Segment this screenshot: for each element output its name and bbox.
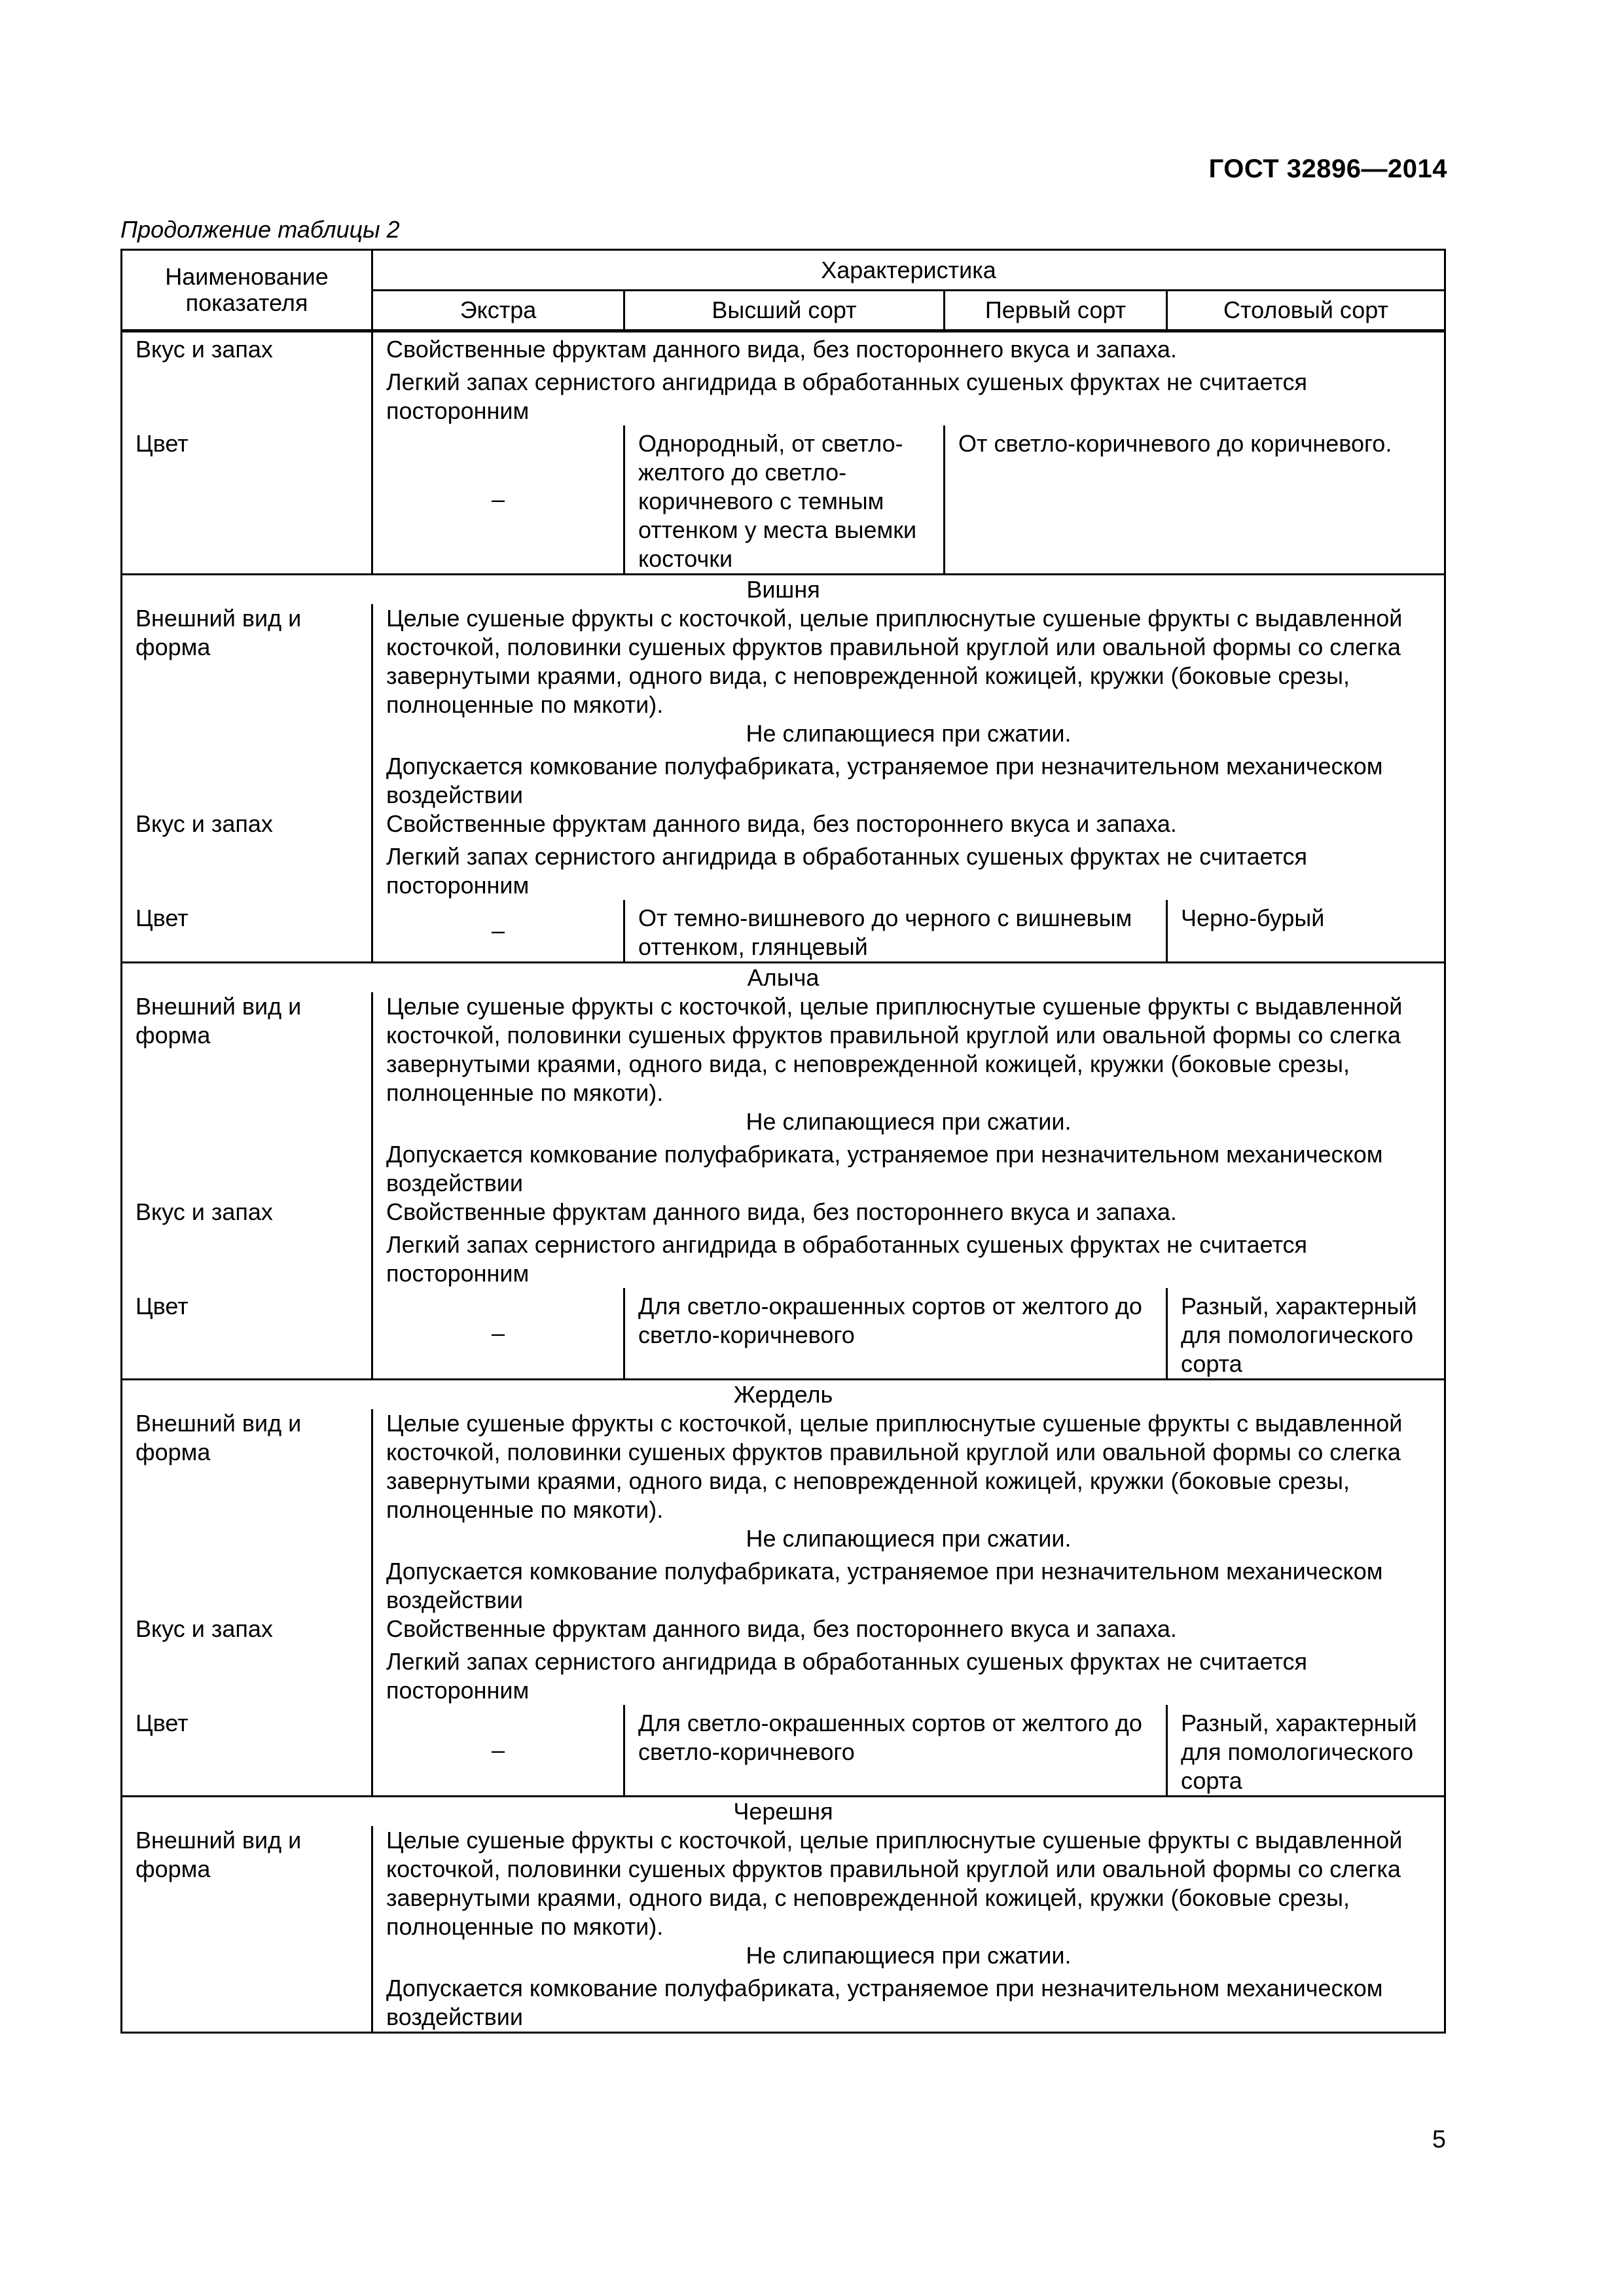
section-title: Алыча: [122, 963, 1445, 993]
color-cell: Для светло-окрашенных сортов от желтого до светло-коричневого: [624, 1705, 1167, 1797]
section-title: Вишня: [122, 575, 1445, 605]
text-cell: Не слипающиеся при сжатии.: [372, 1524, 1445, 1553]
grade-first: Первый сорт: [945, 291, 1167, 331]
param-label: Вкус и запах: [122, 1615, 372, 1643]
page-number: 5: [1432, 2126, 1446, 2153]
dash-cell: –: [372, 900, 624, 963]
header-characteristic: Характеристика: [372, 250, 1445, 291]
text-cell: Целые сушеные фрукты с косточкой, целые приплюснутые сушеные фрукты с выдавленной косточкой, половинки сушеных фруктов правильной круглой или овальной формы со слегка завернутыми краями, одного вида, с неповрежденной кожицей, кружки (боковые срезы, полноценные по мякоти).: [372, 1826, 1445, 1941]
dash-cell: –: [372, 1705, 624, 1797]
text-cell: Не слипающиеся при сжатии.: [372, 719, 1445, 748]
text-cell: Свойственные фруктам данного вида, без постороннего вкуса и запаха.: [372, 1615, 1445, 1643]
param-label: Вкус и запах: [122, 810, 372, 838]
text-cell: Целые сушеные фрукты с косточкой, целые приплюснутые сушеные фрукты с выдавленной косточкой, половинки сушеных фруктов правильной круглой или овальной формы со слегка завернутыми краями, одного вида, с неповрежденной кожицей, кружки (боковые срезы, полноценные по мякоти).: [372, 992, 1445, 1107]
param-label: Внешний вид и форма: [122, 604, 372, 719]
param-label: Внешний вид и форма: [122, 1826, 372, 1941]
text-cell: Целые сушеные фрукты с косточкой, целые приплюснутые сушеные фрукты с выдавленной косточкой, половинки сушеных фруктов правильной круглой или овальной формы со слегка завернутыми краями, одного вида, с неповрежденной кожицей, кружки (боковые срезы, полноценные по мякоти).: [372, 1409, 1445, 1524]
dash-cell: –: [372, 425, 624, 575]
text-cell: Свойственные фруктам данного вида, без постороннего вкуса и запаха.: [372, 1198, 1445, 1227]
color-cell: Разный, характерный для помологического сорта: [1167, 1288, 1445, 1380]
color-cell: От светло-коричневого до коричневого.: [945, 425, 1445, 575]
dash-cell: –: [372, 1288, 624, 1380]
param-label: Внешний вид и форма: [122, 1409, 372, 1524]
section-title: Черешня: [122, 1797, 1445, 1827]
text-cell: Легкий запах сернистого ангидрида в обработанных сушеных фруктах не считается посторонним: [372, 1227, 1445, 1288]
param-label: Вкус и запах: [122, 1198, 372, 1227]
characteristics-table: [120, 249, 1446, 2034]
text-cell: Легкий запах сернистого ангидрида в обработанных сушеных фруктах не считается посторонним: [372, 838, 1445, 900]
param-label: Цвет: [122, 1288, 372, 1380]
text-cell: Допускается комкование полуфабриката, устраняемое при незначительном механическом воздействии: [372, 1553, 1445, 1615]
text-cell: Свойственные фруктам данного вида, без постороннего вкуса и запаха.: [372, 331, 1445, 365]
text-cell: Допускается комкование полуфабриката, устраняемое при незначительном механическом воздействии: [372, 1136, 1445, 1198]
param-label: Вкус и запах: [122, 331, 372, 365]
table-caption: Продолжение таблицы 2: [120, 216, 400, 243]
param-label: Цвет: [122, 425, 372, 575]
text-cell: Не слипающиеся при сжатии.: [372, 1941, 1445, 1970]
param-label: Цвет: [122, 1705, 372, 1797]
text-cell: Целые сушеные фрукты с косточкой, целые приплюснутые сушеные фрукты с выдавленной косточкой, половинки сушеных фруктов правильной круглой или овальной формы со слегка завернутыми краями, одного вида, с неповрежденной кожицей, кружки (боковые срезы, полноценные по мякоти).: [372, 604, 1445, 719]
standard-number: ГОСТ 32896—2014: [1208, 154, 1447, 183]
text-cell: Свойственные фруктам данного вида, без постороннего вкуса и запаха.: [372, 810, 1445, 838]
color-cell: Черно-бурый: [1167, 900, 1445, 963]
text-cell: Допускается комкование полуфабриката, устраняемое при незначительном механическом воздействии: [372, 748, 1445, 810]
grade-table: Столовый сорт: [1167, 291, 1445, 331]
grade-high: Высший сорт: [624, 291, 945, 331]
grade-extra: Экстра: [372, 291, 624, 331]
text-cell: Легкий запах сернистого ангидрида в обработанных сушеных фруктах не считается посторонним: [372, 364, 1445, 425]
text-cell: Допускается комкование полуфабриката, устраняемое при незначительном механическом воздействии: [372, 1970, 1445, 2033]
param-label: Цвет: [122, 900, 372, 963]
text-cell: Легкий запах сернистого ангидрида в обработанных сушеных фруктах не считается посторонним: [372, 1643, 1445, 1705]
color-cell: От темно-вишневого до черного с вишневым оттенком, глянцевый: [624, 900, 1167, 963]
color-cell: Для светло-окрашенных сортов от желтого до светло-коричневого: [624, 1288, 1167, 1380]
header-param: Наименование показателя: [122, 250, 372, 331]
text-cell: Не слипающиеся при сжатии.: [372, 1107, 1445, 1136]
section-title: Жердель: [122, 1380, 1445, 1410]
color-cell: Разный, характерный для помологического сорта: [1167, 1705, 1445, 1797]
color-cell: Однородный, от светло-желтого до светло-коричневого с темным оттенком у места выемки косточки: [624, 425, 945, 575]
param-label: Внешний вид и форма: [122, 992, 372, 1107]
